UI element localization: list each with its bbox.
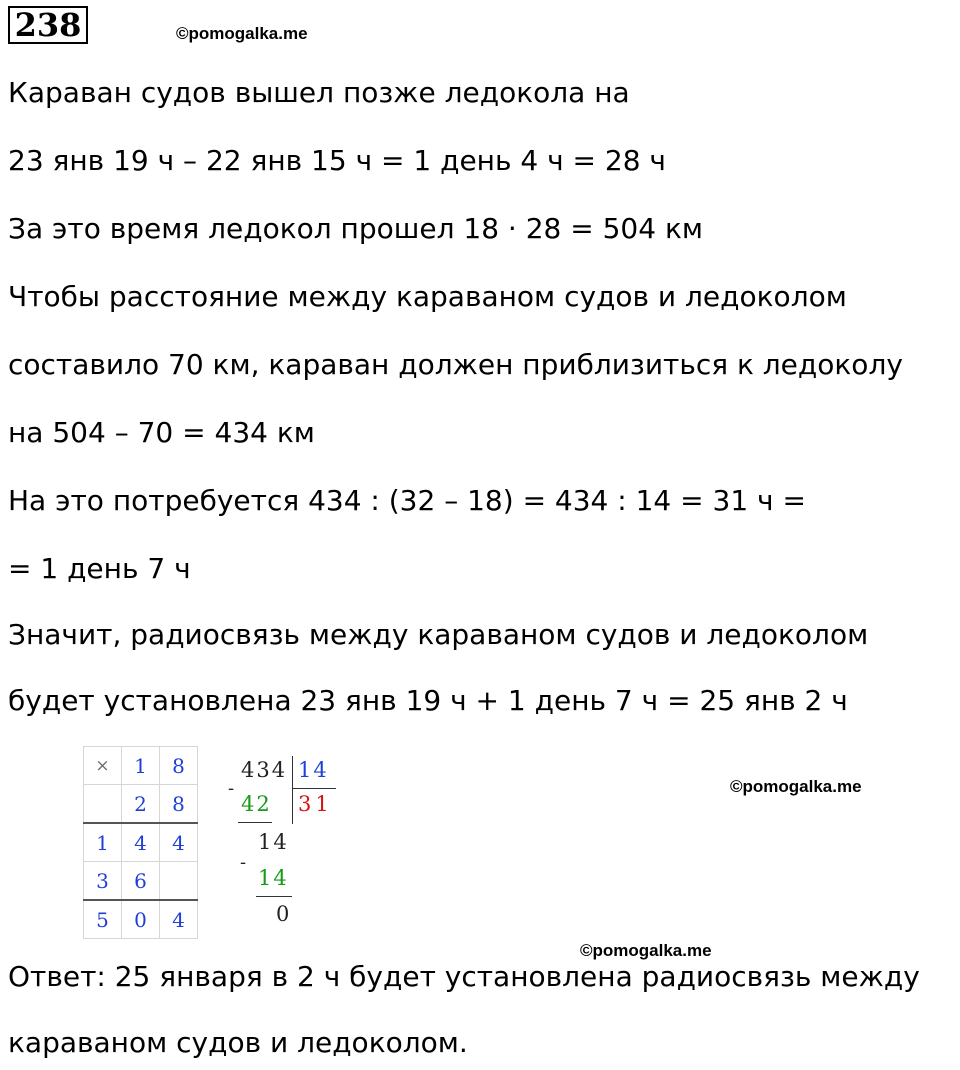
minus-sign-1: - [228,778,235,799]
mult-cell: 4 [122,823,160,862]
multiply-sign: × [84,747,122,785]
solution-line-5: составило 70 км, караван должен приблизиться к ледоколу [8,348,903,381]
mult-cell [84,785,122,824]
mult-cell [160,862,198,901]
minus-sign-2: - [240,852,247,873]
solution-line-1: Караван судов вышел позже ледокола на [8,76,630,109]
solution-line-10: будет установлена 23 янв 19 ч + 1 день 7 ч = 25 янв 2 ч [8,684,848,717]
mult-cell: 1 [84,823,122,862]
watermark-top: ©pomogalka.me [176,24,308,43]
solution-line-2: 23 янв 19 ч – 22 янв 15 ч = 1 день 4 ч = 28 ч [8,144,666,177]
division-subtrahend-2: 14 [258,866,289,890]
mult-cell: 8 [160,747,198,785]
division-quotient: 31 [298,792,333,816]
division-divisor-line [292,788,336,789]
division-divisor: 14 [298,758,329,782]
division-remainder: 0 [276,902,290,926]
solution-line-6: на 504 – 70 = 434 км [8,416,315,449]
mult-cell: 4 [160,823,198,862]
mult-cell: 5 [84,900,122,939]
mult-cell: 3 [84,862,122,901]
solution-line-8: = 1 день 7 ч [8,552,191,585]
mult-cell: 6 [122,862,160,901]
watermark-middle: ©pomogalka.me [730,777,862,796]
answer-line-2: караваном судов и ледоколом. [8,1026,468,1059]
division-subtrahend-1: 42 [241,792,272,816]
division-dividend: 434 [241,758,288,782]
answer-line-1: Ответ: 25 января в 2 ч будет установлена радиосвязь между [8,960,920,993]
solution-line-9: Значит, радиосвязь между караваном судов и ледоколом [8,618,869,651]
division-underline-1 [238,822,272,823]
solution-line-7: На это потребуется 434 : (32 – 18) = 434 : 14 = 31 ч = [8,484,806,517]
division-partial-1: 14 [258,830,289,854]
column-multiplication [83,746,198,939]
problem-number: 238 [8,6,88,44]
mult-cell: 2 [122,785,160,824]
mult-cell: 4 [160,900,198,939]
mult-cell: 1 [122,747,160,785]
watermark-bottom: ©pomogalka.me [580,941,712,960]
division-vertical-line [292,756,293,824]
mult-cell: 0 [122,900,160,939]
solution-line-3: За это время ледокол прошел 18 · 28 = 504 км [8,212,703,245]
mult-cell: 8 [160,785,198,824]
division-underline-2 [256,896,292,897]
solution-line-4: Чтобы расстояние между караваном судов и ледоколом [8,280,847,313]
